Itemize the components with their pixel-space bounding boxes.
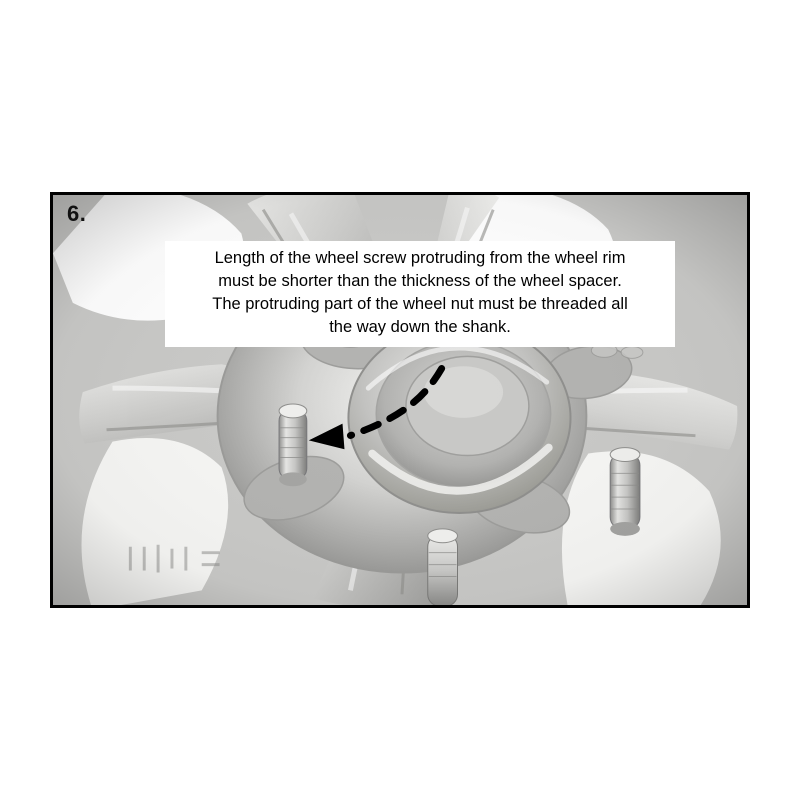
caption-line-2: must be shorter than the thickness of the wheel spacer. <box>218 272 622 290</box>
step-number: 6. <box>67 201 87 226</box>
caption-line-1: Length of the wheel screw protruding from the wheel rim <box>214 249 626 267</box>
instruction-caption <box>165 241 675 347</box>
instruction-panel <box>50 192 750 608</box>
caption-line-3: The protruding part of the wheel nut must be threaded all <box>212 295 628 313</box>
caption-line-4: the way down the shank. <box>329 318 511 336</box>
